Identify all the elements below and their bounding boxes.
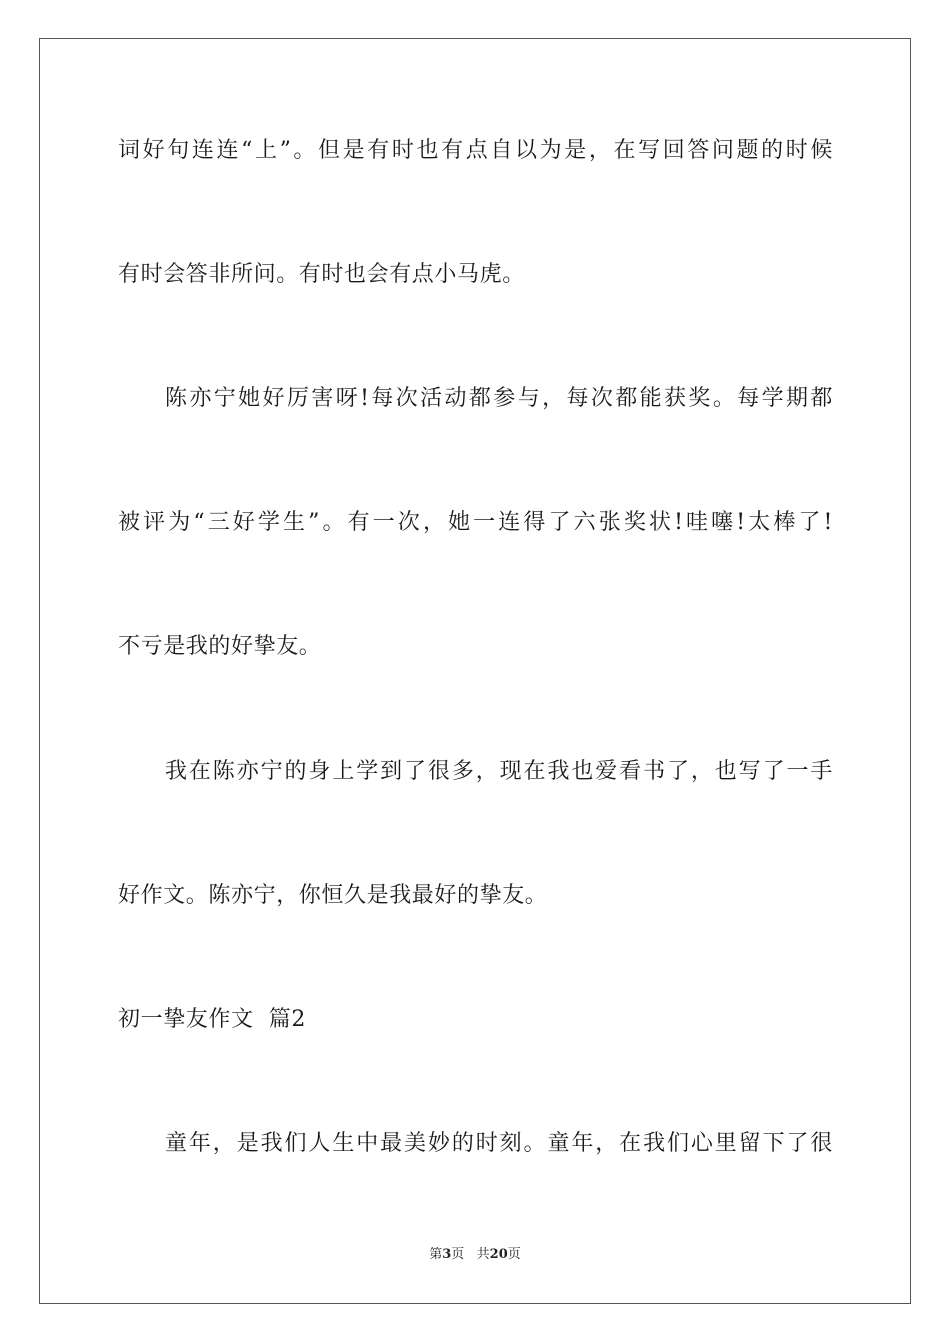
body-line-5: 不亏是我的好挚友。 <box>118 634 322 659</box>
footer-page-current: 3 <box>442 1247 452 1262</box>
footer-page-prefix: 第 <box>429 1247 443 1262</box>
page-border <box>39 38 911 1304</box>
footer-page-suffix: 页 <box>507 1247 521 1262</box>
footer-page-mid: 页 共 <box>451 1247 490 1262</box>
page-footer <box>0 1246 950 1264</box>
body-line-4: 被评为“三好学生”。有一次，她一连得了六张奖状!哇噻!太棒了! <box>118 510 833 535</box>
body-line-1: 词好句连连“上”。但是有时也有点自以为是，在写回答问题的时候 <box>118 138 833 163</box>
body-line-6: 我在陈亦宁的身上学到了很多，现在我也爱看书了，也写了一手 <box>165 759 833 784</box>
footer-page-total: 20 <box>489 1247 508 1262</box>
body-line-3: 陈亦宁她好厉害呀!每次活动都参与，每次都能获奖。每学期都 <box>165 386 833 411</box>
body-line-8: 童年，是我们人生中最美妙的时刻。童年，在我们心里留下了很 <box>165 1131 833 1156</box>
body-line-7: 好作文。陈亦宁，你恒久是我最好的挚友。 <box>118 883 548 908</box>
section-heading: 初一挚友作文 篇2 <box>118 1007 306 1032</box>
body-line-2: 有时会答非所问。有时也会有点小马虎。 <box>118 262 525 287</box>
